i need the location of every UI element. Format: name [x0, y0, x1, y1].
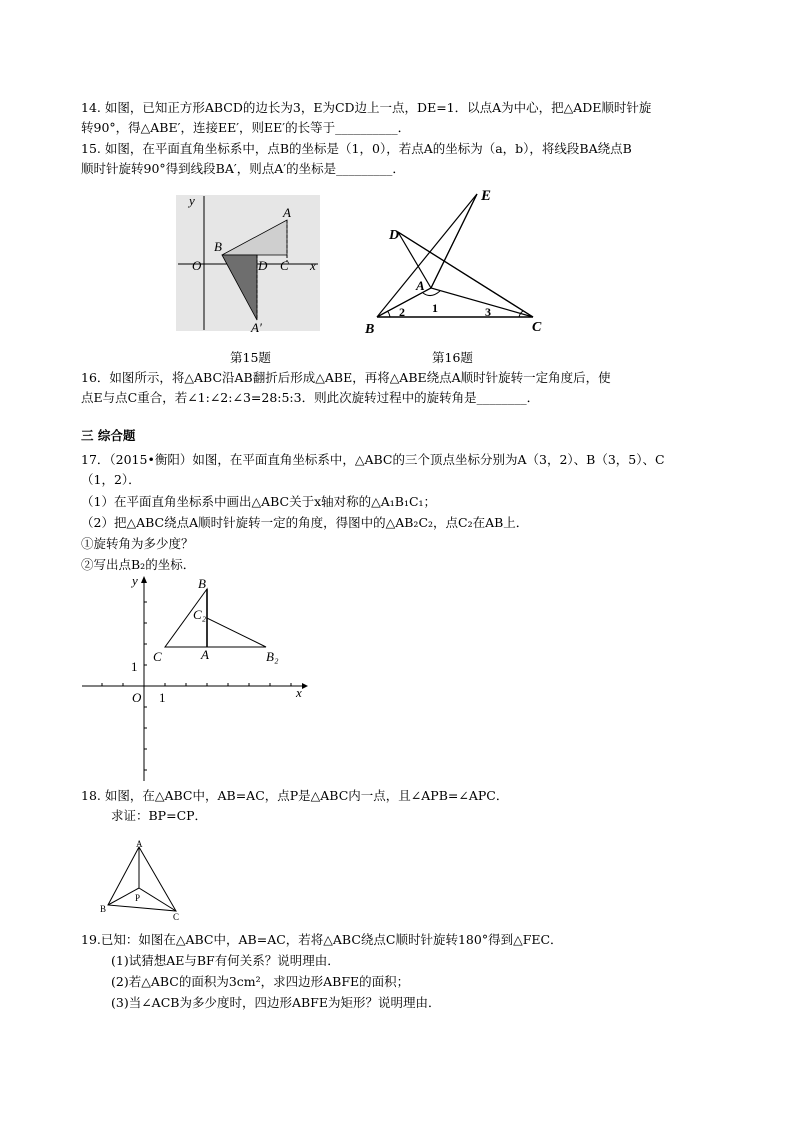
fig17-label-1y: 1	[131, 659, 138, 674]
fig17-label-C: C	[153, 649, 162, 664]
fig18-label-C: C	[173, 912, 180, 922]
fig17-x-arrow	[302, 683, 308, 689]
fig17-label-C2: C₂	[193, 607, 207, 622]
q14-line2: 转90°，得△ABE′，连接EE′，则EE′的长等于__________．	[81, 120, 411, 135]
q15-line2: 顺时针旋转90°得到线段BA′，则点A′的坐标是_________．	[81, 161, 405, 176]
fig16-side-AE	[431, 194, 477, 288]
fig16-label-C: C	[532, 320, 542, 335]
q14-line1: 14. 如图，已知正方形ABCD的边长为3，E为CD边上一点，DE=1．以点A为中心，把△ADE顺时针旋	[81, 100, 652, 115]
q19-part2: (2)若△ABC的面积为3cm²，求四边形ABFE的面积；	[111, 974, 410, 989]
fig17-label-O: O	[132, 690, 142, 705]
fig16-label-1: 1	[432, 301, 438, 315]
q17-sub2: ②写出点B₂的坐标．	[81, 557, 196, 572]
fig17-label-y: y	[132, 573, 138, 588]
fig16-label-B: B	[365, 322, 375, 337]
q16-line2: 点E与点C重合，若∠1:∠2:∠3=28:5:3．则此次旋转过程中的旋转角是________．	[81, 390, 540, 405]
q18-line2: 求证：BP=CP．	[111, 808, 208, 823]
fig18-label-B: B	[100, 904, 107, 914]
fig16-triangle-BEA	[377, 194, 477, 317]
fig17-label-x: x	[296, 685, 302, 700]
q17-part1: （1）在平面直角坐标系中画出△ABC关于x轴对称的△A₁B₁C₁；	[81, 494, 437, 509]
fig16-label-3: 3	[485, 305, 491, 319]
figure-16	[360, 183, 550, 343]
fig15-label-A-prime: A′	[251, 320, 262, 335]
q19-line1: 19.已知：如图在△ABC中，AB=AC，若将△ABC绕点C顺时针旋转180°得到△FEC．	[81, 932, 563, 947]
fig18-triangle-ABC	[108, 847, 176, 911]
fig16-angle1-arc	[423, 291, 440, 296]
fig18-segment-PC	[139, 888, 176, 911]
q15-line1: 15. 如图，在平面直角坐标系中，点B的坐标是（1，0），若点A的坐标为（a，b），将线段BA绕点B	[81, 141, 632, 156]
fig18-label-P: P	[135, 893, 141, 903]
q16-line1: 16．如图所示，将△ABC沿AB翻折后形成△ABE，再将△ABE绕点A顺时针旋转一定角度后，使	[81, 370, 611, 385]
fig16-label-D: D	[389, 228, 400, 243]
fig15-label-C: C	[280, 258, 289, 273]
figure-18	[98, 838, 193, 923]
fig16-label-2: 2	[399, 305, 405, 319]
fig15-caption: 第15题	[230, 350, 271, 365]
fig15-label-O: O	[192, 258, 202, 273]
fig15-label-D: D	[258, 258, 268, 273]
q18-line1: 18. 如图，在△ABC中，AB=AC，点P是△ABC内一点，且∠APB=∠APC．	[81, 788, 509, 803]
fig16-caption: 第16题	[432, 350, 473, 365]
fig16-label-A: A	[416, 278, 425, 293]
fig16-label-E: E	[481, 188, 492, 204]
fig15-label-B: B	[214, 239, 222, 254]
q17-line2: （1，2）．	[81, 472, 141, 487]
fig17-label-1x: 1	[159, 690, 166, 705]
q17-sub1: ①旋转角为多少度？	[81, 536, 194, 551]
section-title: 三 综合题	[81, 428, 136, 443]
fig15-label-y: y	[189, 193, 195, 208]
fig15-label-A: A	[283, 205, 291, 220]
fig17-y-arrow	[141, 576, 147, 583]
figure-15	[170, 190, 325, 340]
fig17-label-B2: B₂	[266, 649, 279, 664]
figure-17	[80, 573, 310, 783]
fig16-side-DC	[398, 232, 533, 317]
q19-part1: (1)试猜想AE与BF有何关系？说明理由．	[111, 953, 340, 968]
fig17-label-B: B	[198, 576, 206, 591]
q17-line1: 17．（2015•衡阳）如图，在平面直角坐标系中，△ABC的三个顶点坐标分别为A（3，2）、B（3，5）、C	[81, 452, 665, 467]
fig17-label-A: A	[201, 647, 209, 662]
q19-part3: (3)当∠ACB为多少度时，四边形ABFE为矩形？说明理由．	[111, 995, 441, 1010]
fig16-angle2-arc	[387, 311, 390, 317]
fig17-triangle-AB2C2	[207, 618, 266, 647]
fig15-label-x: x	[310, 258, 316, 273]
fig18-label-A: A	[136, 839, 143, 849]
q17-part2: （2）把△ABC绕点A顺时针旋转一定的角度，得图中的△AB₂C₂，点C₂在AB上．	[81, 515, 529, 530]
